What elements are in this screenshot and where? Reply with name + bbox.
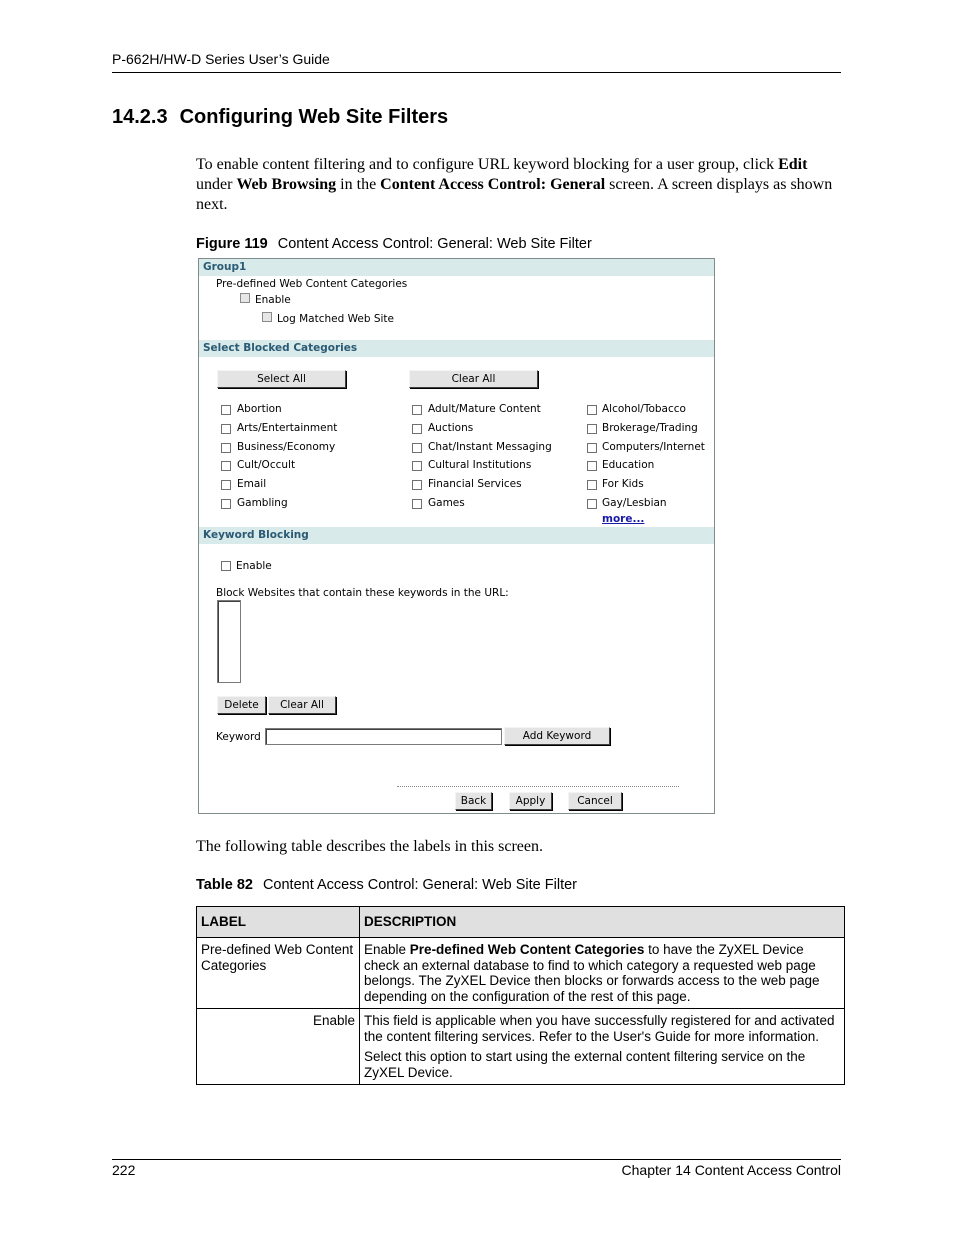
category-checkbox[interactable] <box>412 405 422 415</box>
category-checkbox[interactable] <box>412 424 422 434</box>
category-label: Brokerage/Trading <box>602 422 698 434</box>
table-row <box>197 938 845 1009</box>
apply-button[interactable]: Apply <box>509 792 552 810</box>
category-label: Chat/Instant Messaging <box>428 441 552 453</box>
category-label: Cultural Institutions <box>428 459 532 471</box>
section-heading <box>112 106 448 129</box>
category-checkbox[interactable] <box>221 480 231 490</box>
header-rule <box>112 72 841 73</box>
section-number: 14.2.3 <box>112 106 168 128</box>
row-label: Pre-defined Web Content Categories <box>197 938 360 1009</box>
intro-paragraph <box>196 155 836 215</box>
intro-bold-edit: Edit <box>778 156 808 173</box>
chapter-title: Chapter 14 Content Access Control <box>621 1162 841 1178</box>
group-label: Group1 <box>203 261 247 273</box>
table-title: Content Access Control: General: Web Site Filter <box>262 877 577 893</box>
desc-text: Enable <box>364 942 410 957</box>
row-label: Enable <box>197 1009 360 1085</box>
intro-text-1: To enable content filtering and to configure URL keyword blocking for a user group, click <box>196 156 779 173</box>
category-label: Gambling <box>237 497 288 509</box>
keyword-enable-label: Enable <box>236 560 272 572</box>
category-label: Adult/Mature Content <box>428 403 541 415</box>
clear-all-keywords-button[interactable]: Clear All <box>268 696 336 714</box>
intro-bold-screen-name: Content Access Control: General <box>380 176 606 193</box>
keyword-blocking-band <box>199 527 714 544</box>
row-description <box>360 938 845 1009</box>
button-separator <box>397 786 679 787</box>
category-checkbox[interactable] <box>221 424 231 434</box>
label-description-table <box>196 906 845 1085</box>
more-categories-link[interactable]: more... <box>602 513 645 525</box>
category-checkbox[interactable] <box>221 461 231 471</box>
cancel-button[interactable]: Cancel <box>568 792 622 810</box>
figure-label: Figure 119 <box>196 236 268 252</box>
category-label: Financial Services <box>428 478 522 490</box>
category-checkbox[interactable] <box>412 499 422 509</box>
table-intro-text: The following table describes the labels in this screen. <box>196 838 544 855</box>
intro-text-4: screen. A screen displays as shown next. <box>196 176 833 213</box>
desc-paragraph: Select this option to start using the external content filtering service on the ZyXEL Device. <box>364 1049 806 1080</box>
category-checkbox[interactable] <box>412 461 422 471</box>
desc-bold: Pre-defined Web Content Categories <box>409 942 645 957</box>
category-label: Games <box>428 497 465 509</box>
category-label: Email <box>237 478 267 490</box>
intro-text-3: in the <box>336 176 381 193</box>
select-all-button[interactable]: Select All <box>217 370 346 388</box>
category-label: Abortion <box>237 403 282 415</box>
intro-bold-web-browsing: Web Browsing <box>236 176 337 193</box>
clear-all-categories-button[interactable]: Clear All <box>409 370 538 388</box>
desc-paragraph: This field is applicable when you have successfully registered for and activated the content filtering services. Refer to the User's Guide for more information. <box>364 1013 835 1044</box>
group-header-band <box>199 259 714 276</box>
category-checkbox[interactable] <box>587 461 597 471</box>
intro-text-2: under <box>196 176 237 193</box>
predefined-categories-label: Pre-defined Web Content Categories <box>216 278 408 290</box>
row-description <box>360 1009 845 1085</box>
category-checkbox[interactable] <box>587 499 597 509</box>
predefined-enable-checkbox[interactable] <box>240 293 250 303</box>
section-title: Configuring Web Site Filters <box>179 106 449 128</box>
keyword-input[interactable] <box>265 728 502 745</box>
delete-keyword-button[interactable]: Delete <box>217 696 266 714</box>
blocked-categories-band <box>199 340 714 357</box>
figure-caption <box>196 236 592 252</box>
category-label: Education <box>602 459 655 471</box>
table-caption <box>196 877 577 893</box>
table-label: Table 82 <box>196 877 253 893</box>
category-checkbox[interactable] <box>221 499 231 509</box>
category-label: For Kids <box>602 478 644 490</box>
category-label: Arts/Entertainment <box>237 422 338 434</box>
predefined-enable-label: Enable <box>255 294 291 306</box>
category-label: Alcohol/Tobacco <box>602 403 686 415</box>
category-checkbox[interactable] <box>587 424 597 434</box>
category-label: Computers/Internet <box>602 441 705 453</box>
table-row <box>197 1009 845 1085</box>
desc-text: to have the ZyXEL Device check an external database to find to which category a requested web page belongs. The ZyXEL Device then blocks or forwards access to the web page depending on the configuration of the rest of this page. <box>364 942 820 1004</box>
category-checkbox[interactable] <box>587 480 597 490</box>
running-header: P-662H/HW-D Series User’s Guide <box>112 51 330 67</box>
category-label: Gay/Lesbian <box>602 497 667 509</box>
log-matched-checkbox[interactable] <box>262 312 272 322</box>
category-label: Cult/Occult <box>237 459 296 471</box>
log-matched-label: Log Matched Web Site <box>277 313 394 325</box>
web-site-filter-screen <box>198 258 715 814</box>
keyword-blocking-header: Keyword Blocking <box>203 529 309 541</box>
category-checkbox[interactable] <box>412 480 422 490</box>
block-keywords-label: Block Websites that contain these keywords in the URL: <box>216 587 509 599</box>
page-number: 222 <box>112 1162 136 1178</box>
keyword-label: Keyword <box>216 731 261 743</box>
keyword-enable-checkbox[interactable] <box>221 561 231 571</box>
figure-title: Content Access Control: General: Web Site Filter <box>277 236 592 252</box>
category-checkbox[interactable] <box>587 405 597 415</box>
category-label: Business/Economy <box>237 441 336 453</box>
add-keyword-button[interactable]: Add Keyword <box>504 727 610 745</box>
category-checkbox[interactable] <box>412 443 422 453</box>
header-description: DESCRIPTION <box>360 907 845 938</box>
footer-rule <box>112 1159 841 1160</box>
category-checkbox[interactable] <box>221 405 231 415</box>
back-button[interactable]: Back <box>455 792 492 810</box>
keyword-list-box[interactable] <box>217 600 241 683</box>
blocked-categories-header: Select Blocked Categories <box>203 342 358 354</box>
header-label: LABEL <box>197 907 360 938</box>
table-header-row <box>197 907 845 938</box>
category-checkbox[interactable] <box>587 443 597 453</box>
category-label: Auctions <box>428 422 474 434</box>
category-checkbox[interactable] <box>221 443 231 453</box>
